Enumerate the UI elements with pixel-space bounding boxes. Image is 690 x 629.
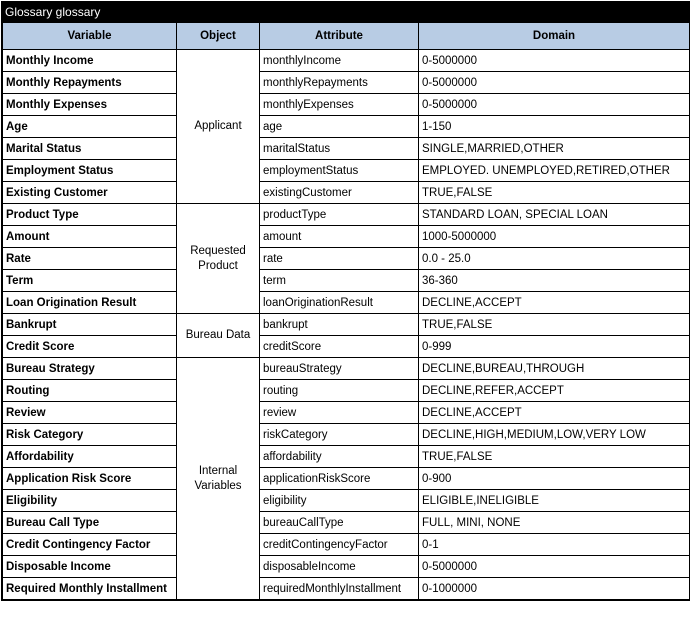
header-variable: Variable xyxy=(3,23,177,50)
attribute-cell: affordability xyxy=(260,446,419,468)
attribute-cell: employmentStatus xyxy=(260,160,419,182)
table-row xyxy=(3,512,690,534)
table-row xyxy=(3,424,690,446)
table-row xyxy=(3,490,690,512)
object-cell: Internal Variables xyxy=(177,358,260,600)
attribute-cell: routing xyxy=(260,380,419,402)
table-row xyxy=(3,182,690,204)
header-object: Object xyxy=(177,23,260,50)
attribute-cell: rate xyxy=(260,248,419,270)
domain-cell: 0-999 xyxy=(419,336,690,358)
attribute-cell: term xyxy=(260,270,419,292)
domain-cell: 0.0 - 25.0 xyxy=(419,248,690,270)
domain-cell: 0-900 xyxy=(419,468,690,490)
variable-cell: Bankrupt xyxy=(3,314,177,336)
variable-cell: Bureau Strategy xyxy=(3,358,177,380)
domain-cell: FULL, MINI, NONE xyxy=(419,512,690,534)
attribute-cell: bankrupt xyxy=(260,314,419,336)
variable-cell: Review xyxy=(3,402,177,424)
attribute-cell: monthlyIncome xyxy=(260,50,419,72)
table-row xyxy=(3,534,690,556)
attribute-cell: applicationRiskScore xyxy=(260,468,419,490)
attribute-cell: amount xyxy=(260,226,419,248)
domain-cell: TRUE,FALSE xyxy=(419,446,690,468)
attribute-cell: requiredMonthlyInstallment xyxy=(260,578,419,600)
table-row xyxy=(3,248,690,270)
variable-cell: Employment Status xyxy=(3,160,177,182)
table-row xyxy=(3,336,690,358)
domain-cell: TRUE,FALSE xyxy=(419,182,690,204)
domain-cell: DECLINE,REFER,ACCEPT xyxy=(419,380,690,402)
variable-cell: Application Risk Score xyxy=(3,468,177,490)
variable-cell: Risk Category xyxy=(3,424,177,446)
table-row xyxy=(3,358,690,380)
glossary-window xyxy=(1,1,690,601)
table-row xyxy=(3,72,690,94)
table-row xyxy=(3,116,690,138)
domain-cell: 1-150 xyxy=(419,116,690,138)
variable-cell: Monthly Income xyxy=(3,50,177,72)
variable-cell: Rate xyxy=(3,248,177,270)
variable-cell: Loan Origination Result xyxy=(3,292,177,314)
header-row xyxy=(3,23,690,50)
domain-cell: 0-1000000 xyxy=(419,578,690,600)
attribute-cell: loanOriginationResult xyxy=(260,292,419,314)
object-cell: Applicant xyxy=(177,50,260,204)
table-row xyxy=(3,556,690,578)
header-attribute: Attribute xyxy=(260,23,419,50)
table-body xyxy=(3,50,690,600)
variable-cell: Routing xyxy=(3,380,177,402)
variable-cell: Term xyxy=(3,270,177,292)
domain-cell: 0-5000000 xyxy=(419,556,690,578)
attribute-cell: productType xyxy=(260,204,419,226)
header-domain: Domain xyxy=(419,23,690,50)
variable-cell: Monthly Repayments xyxy=(3,72,177,94)
table-row xyxy=(3,292,690,314)
attribute-cell: maritalStatus xyxy=(260,138,419,160)
attribute-cell: review xyxy=(260,402,419,424)
attribute-cell: eligibility xyxy=(260,490,419,512)
table-row xyxy=(3,578,690,600)
table-row xyxy=(3,204,690,226)
variable-cell: Bureau Call Type xyxy=(3,512,177,534)
attribute-cell: riskCategory xyxy=(260,424,419,446)
variable-cell: Credit Contingency Factor xyxy=(3,534,177,556)
table-row xyxy=(3,50,690,72)
domain-cell: 36-360 xyxy=(419,270,690,292)
object-cell: Bureau Data xyxy=(177,314,260,358)
domain-cell: 0-5000000 xyxy=(419,50,690,72)
variable-cell: Existing Customer xyxy=(3,182,177,204)
attribute-cell: creditScore xyxy=(260,336,419,358)
attribute-cell: monthlyExpenses xyxy=(260,94,419,116)
variable-cell: Disposable Income xyxy=(3,556,177,578)
domain-cell: DECLINE,ACCEPT xyxy=(419,292,690,314)
domain-cell: DECLINE,ACCEPT xyxy=(419,402,690,424)
variable-cell: Product Type xyxy=(3,204,177,226)
domain-cell: ELIGIBLE,INELIGIBLE xyxy=(419,490,690,512)
attribute-cell: age xyxy=(260,116,419,138)
table-row xyxy=(3,226,690,248)
domain-cell: TRUE,FALSE xyxy=(419,314,690,336)
table-row xyxy=(3,160,690,182)
table-row xyxy=(3,270,690,292)
domain-cell: DECLINE,HIGH,MEDIUM,LOW,VERY LOW xyxy=(419,424,690,446)
domain-cell: 0-5000000 xyxy=(419,72,690,94)
variable-cell: Monthly Expenses xyxy=(3,94,177,116)
window-title: Glossary glossary xyxy=(2,2,689,22)
attribute-cell: existingCustomer xyxy=(260,182,419,204)
domain-cell: 0-5000000 xyxy=(419,94,690,116)
table-row xyxy=(3,138,690,160)
domain-cell: 1000-5000000 xyxy=(419,226,690,248)
domain-cell: DECLINE,BUREAU,THROUGH xyxy=(419,358,690,380)
attribute-cell: bureauCallType xyxy=(260,512,419,534)
variable-cell: Affordability xyxy=(3,446,177,468)
attribute-cell: monthlyRepayments xyxy=(260,72,419,94)
table-row xyxy=(3,402,690,424)
variable-cell: Credit Score xyxy=(3,336,177,358)
attribute-cell: disposableIncome xyxy=(260,556,419,578)
variable-cell: Amount xyxy=(3,226,177,248)
table-row xyxy=(3,94,690,116)
variable-cell: Age xyxy=(3,116,177,138)
attribute-cell: bureauStrategy xyxy=(260,358,419,380)
table-row xyxy=(3,446,690,468)
table-row xyxy=(3,314,690,336)
domain-cell: 0-1 xyxy=(419,534,690,556)
variable-cell: Marital Status xyxy=(3,138,177,160)
variable-cell: Eligibility xyxy=(3,490,177,512)
attribute-cell: creditContingencyFactor xyxy=(260,534,419,556)
glossary-table xyxy=(2,22,690,600)
variable-cell: Required Monthly Installment xyxy=(3,578,177,600)
table-row xyxy=(3,380,690,402)
domain-cell: SINGLE,MARRIED,OTHER xyxy=(419,138,690,160)
domain-cell: EMPLOYED. UNEMPLOYED,RETIRED,OTHER xyxy=(419,160,690,182)
domain-cell: STANDARD LOAN, SPECIAL LOAN xyxy=(419,204,690,226)
table-row xyxy=(3,468,690,490)
object-cell: Requested Product xyxy=(177,204,260,314)
